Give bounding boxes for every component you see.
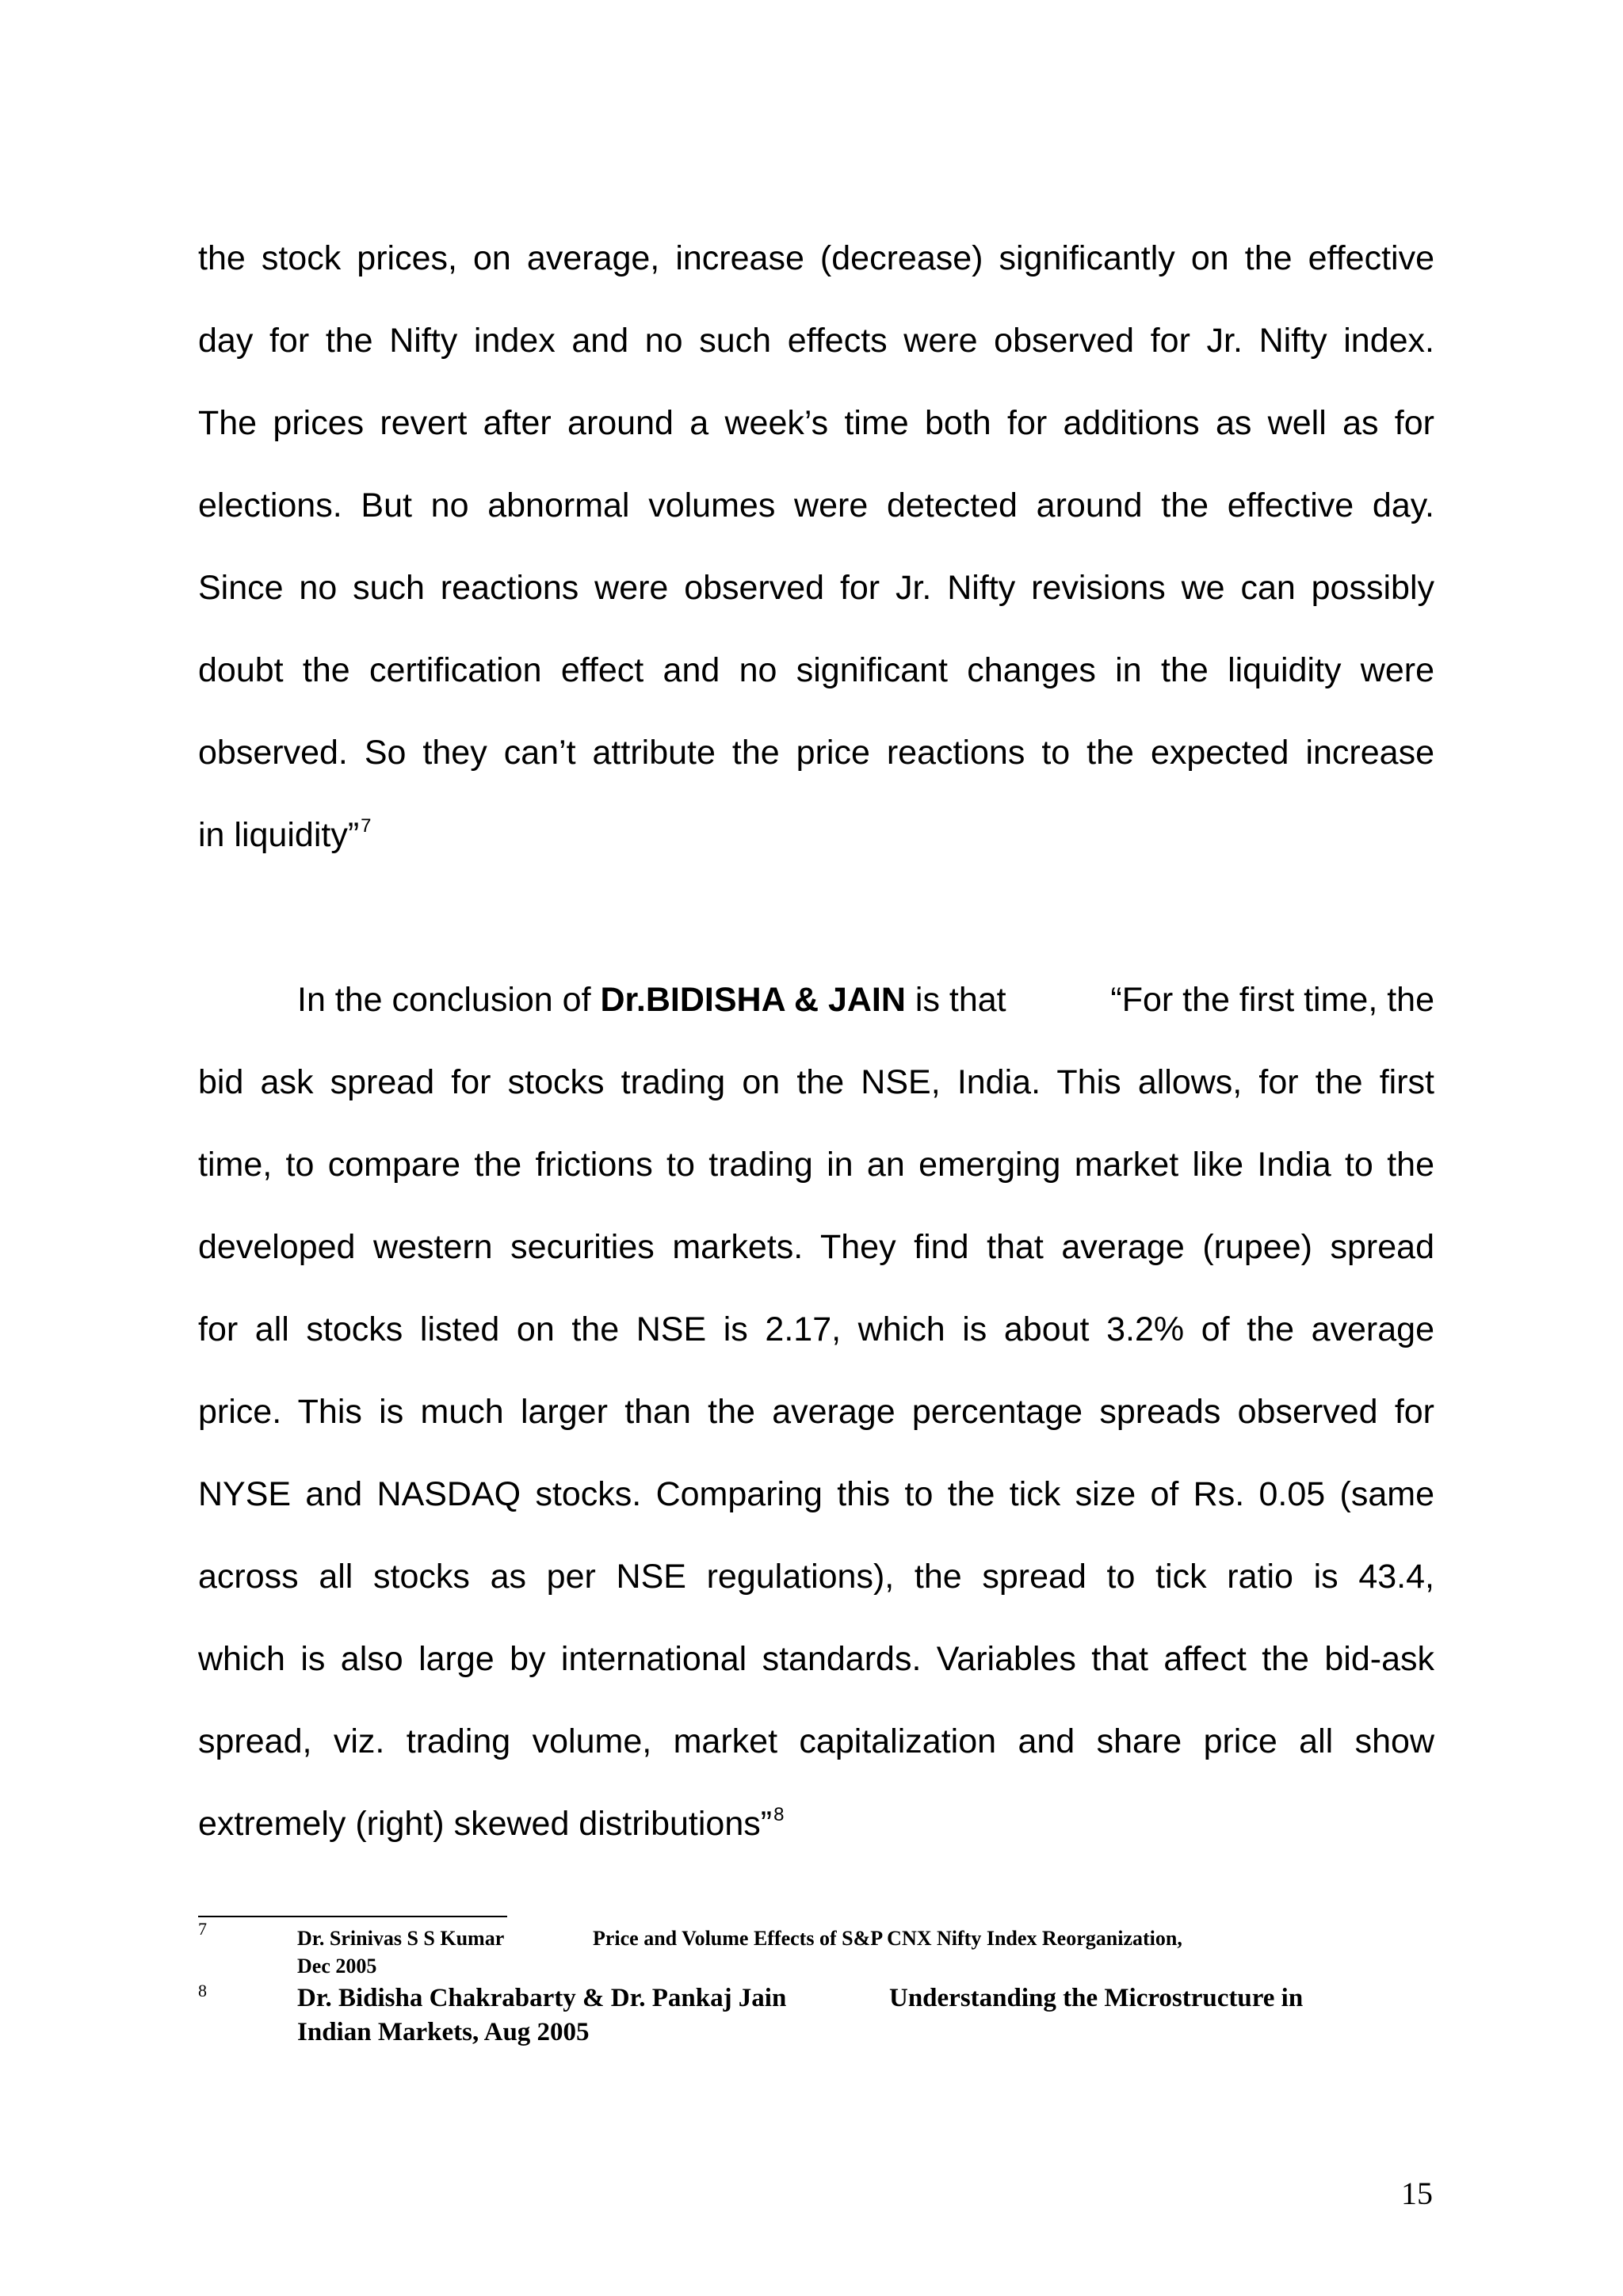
footnote-author: Dr. Bidisha Chakrabarty & Dr. Pankaj Jain [297, 1984, 787, 2012]
paragraph-line: The prices revert after around a week’s time both for additions as well as for [198, 404, 1434, 442]
paragraph-line: Since no such reactions were observed for Jr. Nifty revisions we can possibly [198, 569, 1434, 607]
footnote-ref-8[interactable]: 8 [773, 1804, 785, 1825]
paragraph-line: time, to compare the frictions to trading in an emerging market like India to the [198, 1146, 1434, 1184]
paragraph-line: doubt the certification effect and no significant changes in the liquidity were [198, 651, 1434, 689]
paragraph-line: for all stocks listed on the NSE is 2.17, which is about 3.2% of the average [198, 1310, 1434, 1348]
footnote-date: Indian Markets, Aug 2005 [297, 2018, 590, 2046]
paragraph-line: developed western securities markets. They find that average (rupee) spread [198, 1228, 1434, 1266]
paragraph-line: observed. So they can’t attribute the price reactions to the expected increase [198, 734, 1434, 772]
footnote-separator [198, 1916, 507, 1917]
footnote-number: 8 [198, 1981, 207, 2000]
paragraph-last-line [198, 811, 1434, 864]
page-number: 15 [1401, 2176, 1433, 2211]
footnote-title: Price and Volume Effects of S&P CNX Nifty Index Reorganization, [593, 1927, 1182, 1950]
intro-text: In the conclusion of [297, 981, 601, 1019]
after-authors-text: is that [905, 981, 1006, 1019]
paragraph-line: spread, viz. trading volume, market capitalization and share price all show [198, 1722, 1434, 1760]
paragraph-line: which is also large by international standards. Variables that affect the bid-ask [198, 1640, 1434, 1678]
footnote-number: 7 [198, 1919, 207, 1939]
paragraph-line: elections. But no abnormal volumes were detected around the effective day. [198, 486, 1434, 524]
paragraph-line: day for the Nifty index and no such effects were observed for Jr. Nifty index. [198, 322, 1434, 360]
paragraph-line: price. This is much larger than the average percentage spreads observed for [198, 1393, 1434, 1431]
paragraph-line: NYSE and NASDAQ stocks. Comparing this to the tick size of Rs. 0.05 (same [198, 1475, 1434, 1513]
footnote-date: Dec 2005 [297, 1955, 377, 1978]
footnote-title: Understanding the Microstructure in [889, 1984, 1304, 2012]
paragraph-line-text: in liquidity” [198, 816, 360, 854]
footnote-author: Dr. Srinivas S S Kumar [297, 1927, 505, 1950]
paragraph-line: across all stocks as per NSE regulations), the spread to tick ratio is 43.4, [198, 1558, 1434, 1596]
authors-bold: Dr.BIDISHA & JAIN [600, 981, 906, 1019]
paragraph-last-line [198, 1800, 1434, 1853]
paragraph-line: bid ask spread for stocks trading on the NSE, India. This allows, for the first [198, 1063, 1434, 1101]
quote-start-text: “For the first time, the [1110, 981, 1434, 1019]
paragraph-line-text: extremely (right) skewed distributions” [198, 1805, 773, 1843]
paragraph-line: the stock prices, on average, increase (decrease) significantly on the effective [198, 239, 1434, 277]
footnote-ref-7[interactable]: 7 [361, 815, 372, 837]
